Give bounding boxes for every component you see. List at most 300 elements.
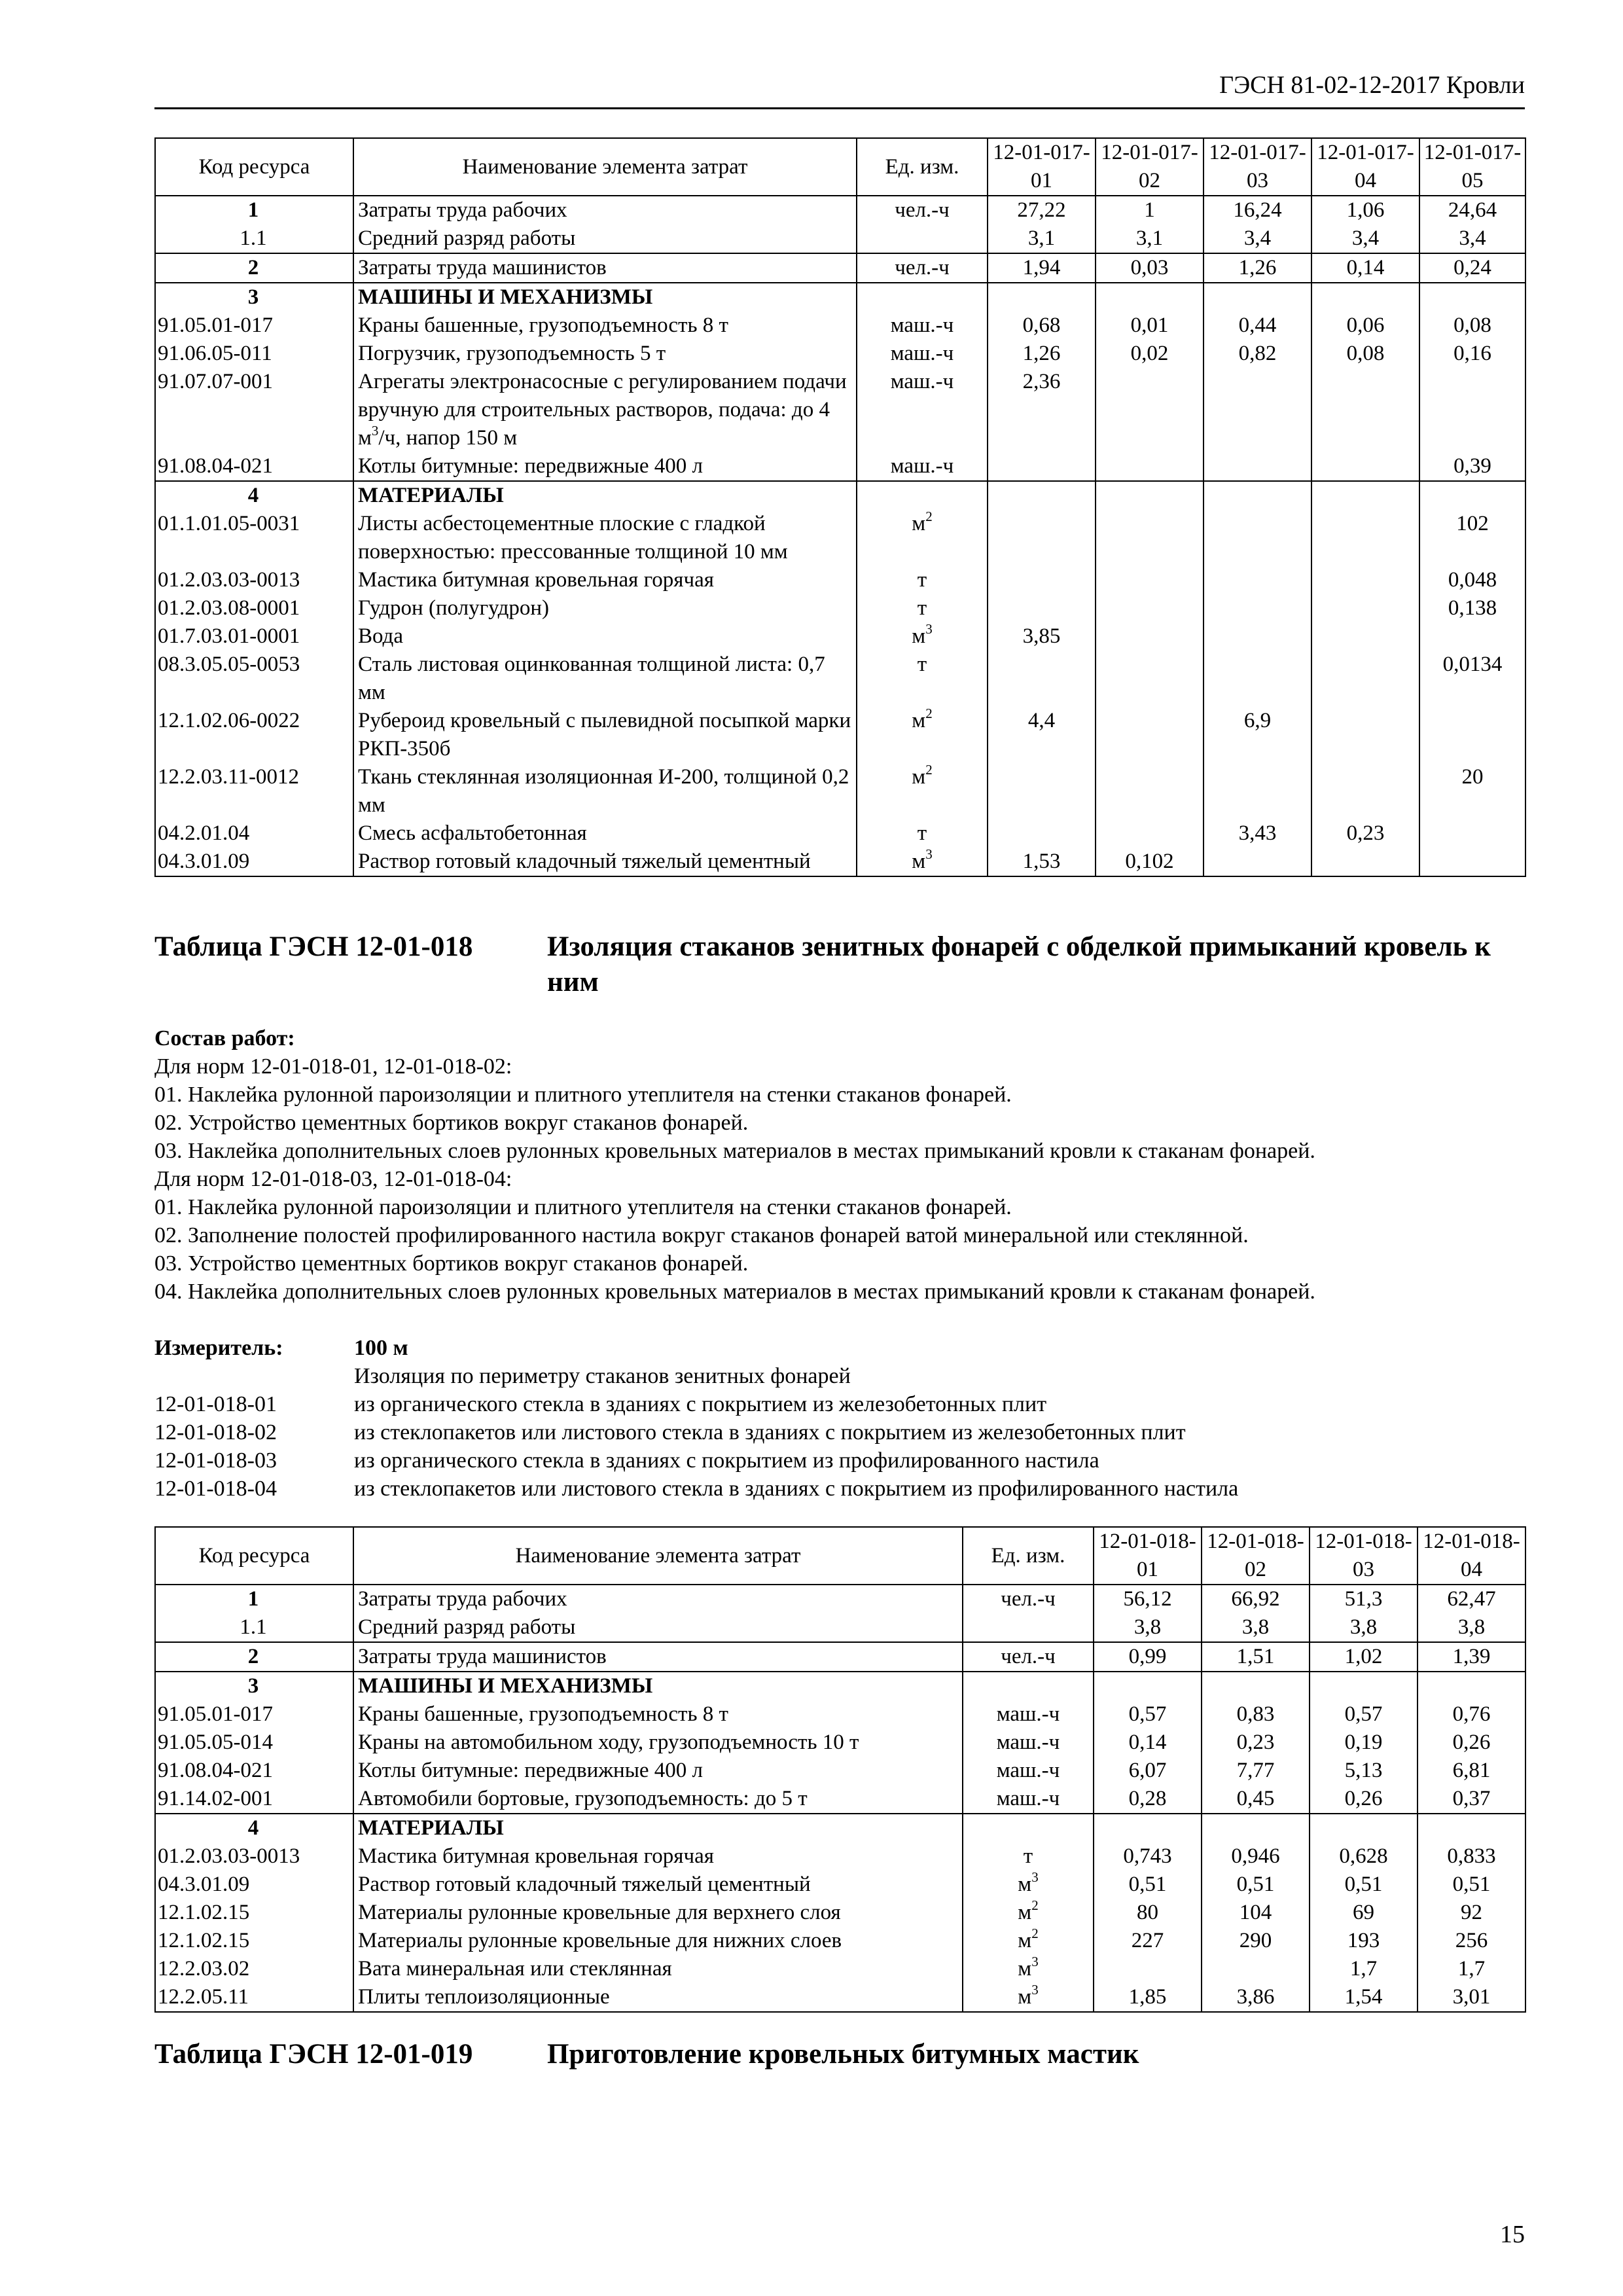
resource-unit: $м^3$ bbox=[963, 1983, 1094, 2012]
resource-code: 4 bbox=[155, 1814, 353, 1842]
resource-name: МАШИНЫ И МЕХАНИЗМЫ bbox=[353, 283, 857, 312]
resource-name: Котлы битумные: передвижные 400 л bbox=[353, 452, 857, 481]
resource-name: Агрегаты электронасосные с регулированием подачи вручную для строительных растворов, подача: до 4 $м^3/ч$, напор 150 м bbox=[353, 368, 857, 452]
table-row bbox=[155, 707, 1525, 763]
table-row bbox=[155, 566, 1525, 594]
norm-value bbox=[1419, 481, 1525, 510]
norm-value: 0,08 bbox=[1419, 312, 1525, 340]
measurer-label: Измеритель: bbox=[154, 1336, 283, 1360]
resource-name: Вата минеральная или стеклянная bbox=[353, 1955, 963, 1983]
norm-value bbox=[1096, 819, 1204, 848]
norm-value bbox=[1418, 1672, 1525, 1700]
resource-name: Материалы рулонные кровельные для верхнего слоя bbox=[353, 1899, 963, 1927]
resource-code: 12.1.02.15 bbox=[155, 1927, 353, 1955]
table-row bbox=[155, 340, 1525, 368]
norm-value bbox=[1311, 368, 1419, 452]
norm-value bbox=[1096, 622, 1204, 651]
resource-unit: маш.-ч bbox=[857, 452, 988, 481]
table-row bbox=[155, 1700, 1525, 1729]
composition-line: 03. Наклейка дополнительных слоев рулонных кровельных материалов в местах примыканий кровли к стаканам фонарей. bbox=[154, 1139, 1315, 1163]
norm-value: 3,8 bbox=[1202, 1613, 1310, 1642]
norm-value bbox=[1096, 763, 1204, 819]
resource-code: 04.2.01.04 bbox=[155, 819, 353, 848]
norm-value bbox=[1096, 481, 1204, 510]
norm-value bbox=[1204, 481, 1311, 510]
norm-value bbox=[1419, 368, 1525, 452]
table-row bbox=[155, 224, 1525, 253]
norm-value bbox=[1419, 707, 1525, 763]
resource-code: 01.1.01.05-0031 bbox=[155, 510, 353, 566]
norm-value: 0,16 bbox=[1419, 340, 1525, 368]
resource-name: Рубероид кровельный с пылевидной посыпкой марки РКП-350б bbox=[353, 707, 857, 763]
norm-value: 6,07 bbox=[1094, 1757, 1202, 1785]
resource-unit: $м^3$ bbox=[857, 848, 988, 876]
resource-code: 1.1 bbox=[155, 1613, 353, 1642]
table-row bbox=[155, 452, 1525, 481]
resource-unit: $м^2$ bbox=[857, 763, 988, 819]
norm-value bbox=[1311, 481, 1419, 510]
norm-value: 4,4 bbox=[988, 707, 1096, 763]
norm-value: 256 bbox=[1418, 1927, 1525, 1955]
norm-value bbox=[988, 651, 1096, 707]
norm-value: 0,19 bbox=[1310, 1729, 1418, 1757]
resource-code: 01.2.03.03-0013 bbox=[155, 566, 353, 594]
table-row bbox=[155, 1585, 1525, 1613]
norm-value: 3,8 bbox=[1418, 1613, 1525, 1642]
norm-value bbox=[1204, 763, 1311, 819]
norm-value: 3,4 bbox=[1311, 224, 1419, 253]
norm-value bbox=[1311, 510, 1419, 566]
norm-value: 1 bbox=[1096, 196, 1204, 224]
table-row bbox=[155, 848, 1525, 876]
resource-name: Мастика битумная кровельная горячая bbox=[353, 566, 857, 594]
resource-name: МАТЕРИАЛЫ bbox=[353, 1814, 963, 1842]
composition-line: 01. Наклейка рулонной пароизоляции и плитного утеплителя на стенки стаканов фонарей. bbox=[154, 1195, 1012, 1219]
norm-value: 62,47 bbox=[1418, 1585, 1525, 1613]
norm-value: 0,57 bbox=[1094, 1700, 1202, 1729]
norm-value bbox=[1204, 452, 1311, 481]
norm-value: 3,4 bbox=[1204, 224, 1311, 253]
resource-code: 01.2.03.03-0013 bbox=[155, 1842, 353, 1871]
table-heading-12-01-019 bbox=[154, 2037, 1529, 2076]
norm-value: 102 bbox=[1419, 510, 1525, 566]
resource-code: 91.06.05-011 bbox=[155, 340, 353, 368]
resource-unit bbox=[963, 1613, 1094, 1642]
resource-unit bbox=[857, 481, 988, 510]
norm-value: 1,26 bbox=[1204, 253, 1311, 283]
resource-code: 01.7.03.01-0001 bbox=[155, 622, 353, 651]
norm-value bbox=[1310, 1814, 1418, 1842]
norm-value bbox=[1204, 510, 1311, 566]
norm-value bbox=[1096, 510, 1204, 566]
table-row bbox=[155, 481, 1525, 510]
composition-line: 03. Устройство цементных бортиков вокруг стаканов фонарей. bbox=[154, 1251, 749, 1276]
resource-code: 12.2.03.11-0012 bbox=[155, 763, 353, 819]
resource-unit: $м^3$ bbox=[857, 622, 988, 651]
norm-value bbox=[1311, 763, 1419, 819]
resource-name: Ткань стеклянная изоляционная И-200, толщиной 0,2 мм bbox=[353, 763, 857, 819]
norm-value: 6,81 bbox=[1418, 1757, 1525, 1785]
composition-line: 01. Наклейка рулонной пароизоляции и плитного утеплителя на стенки стаканов фонарей. bbox=[154, 1083, 1012, 1107]
norm-value: 0,14 bbox=[1311, 253, 1419, 283]
resource-unit: т bbox=[857, 819, 988, 848]
resource-name: Погрузчик, грузоподъемность 5 т bbox=[353, 340, 857, 368]
table-row bbox=[155, 622, 1525, 651]
resource-name: Вода bbox=[353, 622, 857, 651]
resource-table-12-01-018 bbox=[154, 1526, 1526, 2013]
table-row bbox=[155, 1814, 1525, 1842]
norm-value bbox=[988, 594, 1096, 622]
norm-value: 3,01 bbox=[1418, 1983, 1525, 2012]
norm-value: 56,12 bbox=[1094, 1585, 1202, 1613]
norm-value: 0,06 bbox=[1311, 312, 1419, 340]
measurer-item bbox=[154, 1390, 1529, 1418]
norm-text: из органического стекла в зданиях с покрытием из профилированного настила bbox=[354, 1448, 1099, 1473]
norm-value bbox=[1204, 651, 1311, 707]
table-row bbox=[155, 1785, 1525, 1814]
measurer-description: Изоляция по периметру стаканов зенитных фонарей bbox=[354, 1364, 851, 1388]
norm-value: 193 bbox=[1310, 1927, 1418, 1955]
norm-value: 0,51 bbox=[1202, 1871, 1310, 1899]
norm-value: 0,45 bbox=[1202, 1785, 1310, 1814]
measurer-item bbox=[154, 1446, 1529, 1475]
resource-unit: маш.-ч bbox=[857, 312, 988, 340]
table-row bbox=[155, 1927, 1525, 1955]
norm-value: 0,628 bbox=[1310, 1842, 1418, 1871]
resource-code: 3 bbox=[155, 1672, 353, 1700]
column-header: 12-01-017-05 bbox=[1419, 138, 1525, 196]
column-header: 12-01-018-01 bbox=[1094, 1527, 1202, 1585]
resource-name: Плиты теплоизоляционные bbox=[353, 1983, 963, 2012]
norm-value bbox=[1202, 1814, 1310, 1842]
norm-value bbox=[1204, 622, 1311, 651]
norm-value: 3,8 bbox=[1094, 1613, 1202, 1642]
norm-value bbox=[1204, 566, 1311, 594]
resource-code: 12.1.02.15 bbox=[155, 1899, 353, 1927]
resource-unit: маш.-ч bbox=[857, 368, 988, 452]
resource-name: МАШИНЫ И МЕХАНИЗМЫ bbox=[353, 1672, 963, 1700]
norm-value: 0,03 bbox=[1096, 253, 1204, 283]
norm-value bbox=[1202, 1955, 1310, 1983]
norm-value: 0,51 bbox=[1310, 1871, 1418, 1899]
norm-value: 1,26 bbox=[988, 340, 1096, 368]
norm-value: 0,83 bbox=[1202, 1700, 1310, 1729]
resource-name: Затраты труда рабочих bbox=[353, 1585, 963, 1613]
table-row bbox=[155, 594, 1525, 622]
table-row bbox=[155, 1899, 1525, 1927]
norm-value: 0,138 bbox=[1419, 594, 1525, 622]
norm-value: 0,14 bbox=[1094, 1729, 1202, 1757]
composition-line: 02. Заполнение полостей профилированного настила вокруг стаканов фонарей ватой минеральной или стеклянной. bbox=[154, 1223, 1249, 1247]
norm-value: 0,946 bbox=[1202, 1842, 1310, 1871]
norm-value: 227 bbox=[1094, 1927, 1202, 1955]
resource-unit: чел.-ч bbox=[963, 1585, 1094, 1613]
norm-value: 20 bbox=[1419, 763, 1525, 819]
norm-value: 0,76 bbox=[1418, 1700, 1525, 1729]
resource-unit: маш.-ч bbox=[963, 1785, 1094, 1814]
table-body bbox=[155, 1585, 1525, 2012]
column-header: Ед. изм. bbox=[857, 138, 988, 196]
table-row bbox=[155, 196, 1525, 224]
resource-name: Краны на автомобильном ходу, грузоподъемность 10 т bbox=[353, 1729, 963, 1757]
table-row bbox=[155, 1757, 1525, 1785]
resource-unit bbox=[857, 283, 988, 312]
norm-value bbox=[1311, 848, 1419, 876]
norm-value: 0,44 bbox=[1204, 312, 1311, 340]
resource-unit: маш.-ч bbox=[857, 340, 988, 368]
norm-value bbox=[1419, 848, 1525, 876]
table-row bbox=[155, 1955, 1525, 1983]
column-header: 12-01-018-02 bbox=[1202, 1527, 1310, 1585]
composition-line: 04. Наклейка дополнительных слоев рулонных кровельных материалов в местах примыканий кровли к стаканам фонарей. bbox=[154, 1280, 1315, 1304]
table-heading-label: Таблица ГЭСН 12-01-018 bbox=[154, 931, 473, 962]
norm-value bbox=[1204, 368, 1311, 452]
norm-value: 3,4 bbox=[1419, 224, 1525, 253]
norm-value bbox=[1311, 566, 1419, 594]
resource-unit: $м^2$ bbox=[857, 510, 988, 566]
resource-name: Раствор готовый кладочный тяжелый цементный bbox=[353, 848, 857, 876]
resource-unit: маш.-ч bbox=[963, 1729, 1094, 1757]
resource-name: Затраты труда машинистов bbox=[353, 253, 857, 283]
running-header: ГЭСН 81-02-12-2017 Кровли bbox=[1219, 71, 1525, 99]
norm-value: 3,85 bbox=[988, 622, 1096, 651]
resource-table-12-01-017 bbox=[154, 137, 1526, 877]
norm-value bbox=[1311, 594, 1419, 622]
norm-text: из стеклопакетов или листового стекла в зданиях с покрытием из профилированного настила bbox=[354, 1477, 1239, 1501]
resource-unit bbox=[963, 1814, 1094, 1842]
resource-code: 91.08.04-021 bbox=[155, 1757, 353, 1785]
table-row bbox=[155, 510, 1525, 566]
norm-value: 3,8 bbox=[1310, 1613, 1418, 1642]
norm-value: 80 bbox=[1094, 1899, 1202, 1927]
norm-text: из стеклопакетов или листового стекла в зданиях с покрытием из железобетонных плит bbox=[354, 1420, 1186, 1444]
norm-value: 1,02 bbox=[1310, 1642, 1418, 1672]
table-row bbox=[155, 819, 1525, 848]
norm-value: 3,1 bbox=[1096, 224, 1204, 253]
norm-value: 2,36 bbox=[988, 368, 1096, 452]
norm-value bbox=[1204, 848, 1311, 876]
measurer-description-row bbox=[154, 1362, 1529, 1390]
measurer-block bbox=[154, 1334, 1529, 1503]
work-composition bbox=[154, 1024, 1529, 1306]
composition-line: Для норм 12-01-018-01, 12-01-018-02: bbox=[154, 1054, 512, 1079]
norm-value bbox=[1204, 594, 1311, 622]
norm-value: 0,37 bbox=[1418, 1785, 1525, 1814]
table-row bbox=[155, 1613, 1525, 1642]
table-row bbox=[155, 1642, 1525, 1672]
norm-value: 0,26 bbox=[1310, 1785, 1418, 1814]
resource-code: 91.05.05-014 bbox=[155, 1729, 353, 1757]
norm-value: 0,08 bbox=[1311, 340, 1419, 368]
table-row bbox=[155, 651, 1525, 707]
resource-unit: чел.-ч bbox=[857, 253, 988, 283]
resource-name: Листы асбестоцементные плоские с гладкой поверхностью: прессованные толщиной 10 мм bbox=[353, 510, 857, 566]
norm-value bbox=[988, 819, 1096, 848]
norm-value bbox=[988, 481, 1096, 510]
resource-name: Раствор готовый кладочный тяжелый цементный bbox=[353, 1871, 963, 1899]
table-row bbox=[155, 253, 1525, 283]
measurer-item bbox=[154, 1475, 1529, 1503]
norm-value: 6,9 bbox=[1204, 707, 1311, 763]
table-row bbox=[155, 1871, 1525, 1899]
resource-code: 1 bbox=[155, 1585, 353, 1613]
resource-unit: чел.-ч bbox=[857, 196, 988, 224]
column-header: Наименование элемента затрат bbox=[353, 138, 857, 196]
table-body bbox=[155, 196, 1525, 876]
resource-unit: маш.-ч bbox=[963, 1757, 1094, 1785]
norm-value: 0,02 bbox=[1096, 340, 1204, 368]
norm-value: 0,51 bbox=[1094, 1871, 1202, 1899]
resource-name: Краны башенные, грузоподъемность 8 т bbox=[353, 312, 857, 340]
resource-code: 12.1.02.06-0022 bbox=[155, 707, 353, 763]
column-header: Код ресурса bbox=[155, 1527, 353, 1585]
resource-unit: т bbox=[963, 1842, 1094, 1871]
norm-value bbox=[988, 566, 1096, 594]
norm-value: 0,57 bbox=[1310, 1700, 1418, 1729]
norm-value bbox=[988, 763, 1096, 819]
norm-value: 0,23 bbox=[1202, 1729, 1310, 1757]
norm-value: 0,99 bbox=[1094, 1642, 1202, 1672]
column-header: 12-01-017-02 bbox=[1096, 138, 1204, 196]
resource-name: МАТЕРИАЛЫ bbox=[353, 481, 857, 510]
norm-value: 1,53 bbox=[988, 848, 1096, 876]
resource-code: 04.3.01.09 bbox=[155, 848, 353, 876]
resource-code: 91.05.01-017 bbox=[155, 312, 353, 340]
resource-name: Сталь листовая оцинкованная толщиной листа: 0,7 мм bbox=[353, 651, 857, 707]
table-header-row bbox=[155, 138, 1525, 196]
norm-value bbox=[1096, 707, 1204, 763]
resource-code: 1 bbox=[155, 196, 353, 224]
norm-value: 0,39 bbox=[1419, 452, 1525, 481]
resource-code: 2 bbox=[155, 253, 353, 283]
column-header: 12-01-018-03 bbox=[1310, 1527, 1418, 1585]
norm-value: 1,7 bbox=[1310, 1955, 1418, 1983]
norm-code: 12-01-018-02 bbox=[154, 1420, 277, 1444]
norm-value: 1,06 bbox=[1311, 196, 1419, 224]
norm-code: 12-01-018-03 bbox=[154, 1448, 277, 1473]
table-row bbox=[155, 312, 1525, 340]
norm-value: 0,51 bbox=[1418, 1871, 1525, 1899]
norm-value bbox=[1419, 283, 1525, 312]
norm-value bbox=[1419, 622, 1525, 651]
table-heading-label: Таблица ГЭСН 12-01-019 bbox=[154, 2039, 473, 2070]
norm-value bbox=[988, 283, 1096, 312]
resource-code: 1.1 bbox=[155, 224, 353, 253]
norm-value: 0,68 bbox=[988, 312, 1096, 340]
norm-value: 69 bbox=[1310, 1899, 1418, 1927]
norm-value bbox=[1096, 452, 1204, 481]
norm-value bbox=[1094, 1955, 1202, 1983]
column-header: 12-01-017-04 bbox=[1311, 138, 1419, 196]
resource-unit bbox=[857, 224, 988, 253]
measurer-item bbox=[154, 1418, 1529, 1446]
table-header-row bbox=[155, 1527, 1525, 1585]
norm-value bbox=[1310, 1672, 1418, 1700]
norm-value: 1,85 bbox=[1094, 1983, 1202, 2012]
table-row bbox=[155, 283, 1525, 312]
norm-value bbox=[1096, 594, 1204, 622]
resource-unit: т bbox=[857, 651, 988, 707]
norm-value: 0,01 bbox=[1096, 312, 1204, 340]
column-header: 12-01-017-03 bbox=[1204, 138, 1311, 196]
table-heading-title: Изоляция стаканов зенитных фонарей с обделкой примыканий кровель к ним bbox=[547, 931, 1491, 997]
norm-value bbox=[988, 510, 1096, 566]
norm-value: 0,0134 bbox=[1419, 651, 1525, 707]
column-header: Код ресурса bbox=[155, 138, 353, 196]
table-heading-12-01-018 bbox=[154, 929, 1529, 1008]
resource-unit bbox=[963, 1672, 1094, 1700]
header-rule bbox=[154, 107, 1525, 109]
norm-value: 1,54 bbox=[1310, 1983, 1418, 2012]
norm-value bbox=[988, 452, 1096, 481]
resource-code: 91.08.04-021 bbox=[155, 452, 353, 481]
norm-value: 0,26 bbox=[1418, 1729, 1525, 1757]
resource-unit: $м^2$ bbox=[963, 1899, 1094, 1927]
resource-unit: т bbox=[857, 566, 988, 594]
resource-unit: $м^2$ bbox=[963, 1927, 1094, 1955]
norm-value: 51,3 bbox=[1310, 1585, 1418, 1613]
resource-name: Краны башенные, грузоподъемность 8 т bbox=[353, 1700, 963, 1729]
resource-name: Гудрон (полугудрон) bbox=[353, 594, 857, 622]
norm-code: 12-01-018-01 bbox=[154, 1392, 277, 1416]
resource-unit: т bbox=[857, 594, 988, 622]
norm-value bbox=[1096, 651, 1204, 707]
norm-value: 3,1 bbox=[988, 224, 1096, 253]
resource-name: Автомобили бортовые, грузоподъемность: до 5 т bbox=[353, 1785, 963, 1814]
norm-value: 3,86 bbox=[1202, 1983, 1310, 2012]
resource-code: 08.3.05.05-0053 bbox=[155, 651, 353, 707]
resource-name: Мастика битумная кровельная горячая bbox=[353, 1842, 963, 1871]
norm-value: 92 bbox=[1418, 1899, 1525, 1927]
norm-value: 0,23 bbox=[1311, 819, 1419, 848]
table-row bbox=[155, 368, 1525, 452]
norm-value bbox=[1311, 651, 1419, 707]
norm-value: 0,102 bbox=[1096, 848, 1204, 876]
norm-value: 66,92 bbox=[1202, 1585, 1310, 1613]
norm-value: 290 bbox=[1202, 1927, 1310, 1955]
resource-code: 3 bbox=[155, 283, 353, 312]
norm-value: 3,43 bbox=[1204, 819, 1311, 848]
norm-value bbox=[1096, 283, 1204, 312]
resource-unit: маш.-ч bbox=[963, 1700, 1094, 1729]
norm-value: 1,7 bbox=[1418, 1955, 1525, 1983]
norm-value: 7,77 bbox=[1202, 1757, 1310, 1785]
measurer-unit: 100 м bbox=[354, 1336, 408, 1360]
resource-code: 91.07.07-001 bbox=[155, 368, 353, 452]
norm-value: 1,39 bbox=[1418, 1642, 1525, 1672]
table-row bbox=[155, 1729, 1525, 1757]
norm-value: 0,28 bbox=[1094, 1785, 1202, 1814]
norm-value bbox=[1418, 1814, 1525, 1842]
norm-value: 1,94 bbox=[988, 253, 1096, 283]
resource-name: Смесь асфальтобетонная bbox=[353, 819, 857, 848]
column-header: Наименование элемента затрат bbox=[353, 1527, 963, 1585]
resource-name: Затраты труда машинистов bbox=[353, 1642, 963, 1672]
composition-line: Для норм 12-01-018-03, 12-01-018-04: bbox=[154, 1167, 512, 1191]
resource-unit: $м^3$ bbox=[963, 1955, 1094, 1983]
norm-value bbox=[1311, 283, 1419, 312]
resource-code: 91.05.01-017 bbox=[155, 1700, 353, 1729]
composition-title: Состав работ: bbox=[154, 1026, 295, 1050]
norm-value bbox=[1311, 622, 1419, 651]
table-row bbox=[155, 1672, 1525, 1700]
norm-value: 1,51 bbox=[1202, 1642, 1310, 1672]
resource-code: 01.2.03.08-0001 bbox=[155, 594, 353, 622]
page-number: 15 bbox=[1500, 2221, 1525, 2248]
norm-value bbox=[1094, 1814, 1202, 1842]
norm-value: 0,048 bbox=[1419, 566, 1525, 594]
resource-name: Средний разряд работы bbox=[353, 1613, 963, 1642]
